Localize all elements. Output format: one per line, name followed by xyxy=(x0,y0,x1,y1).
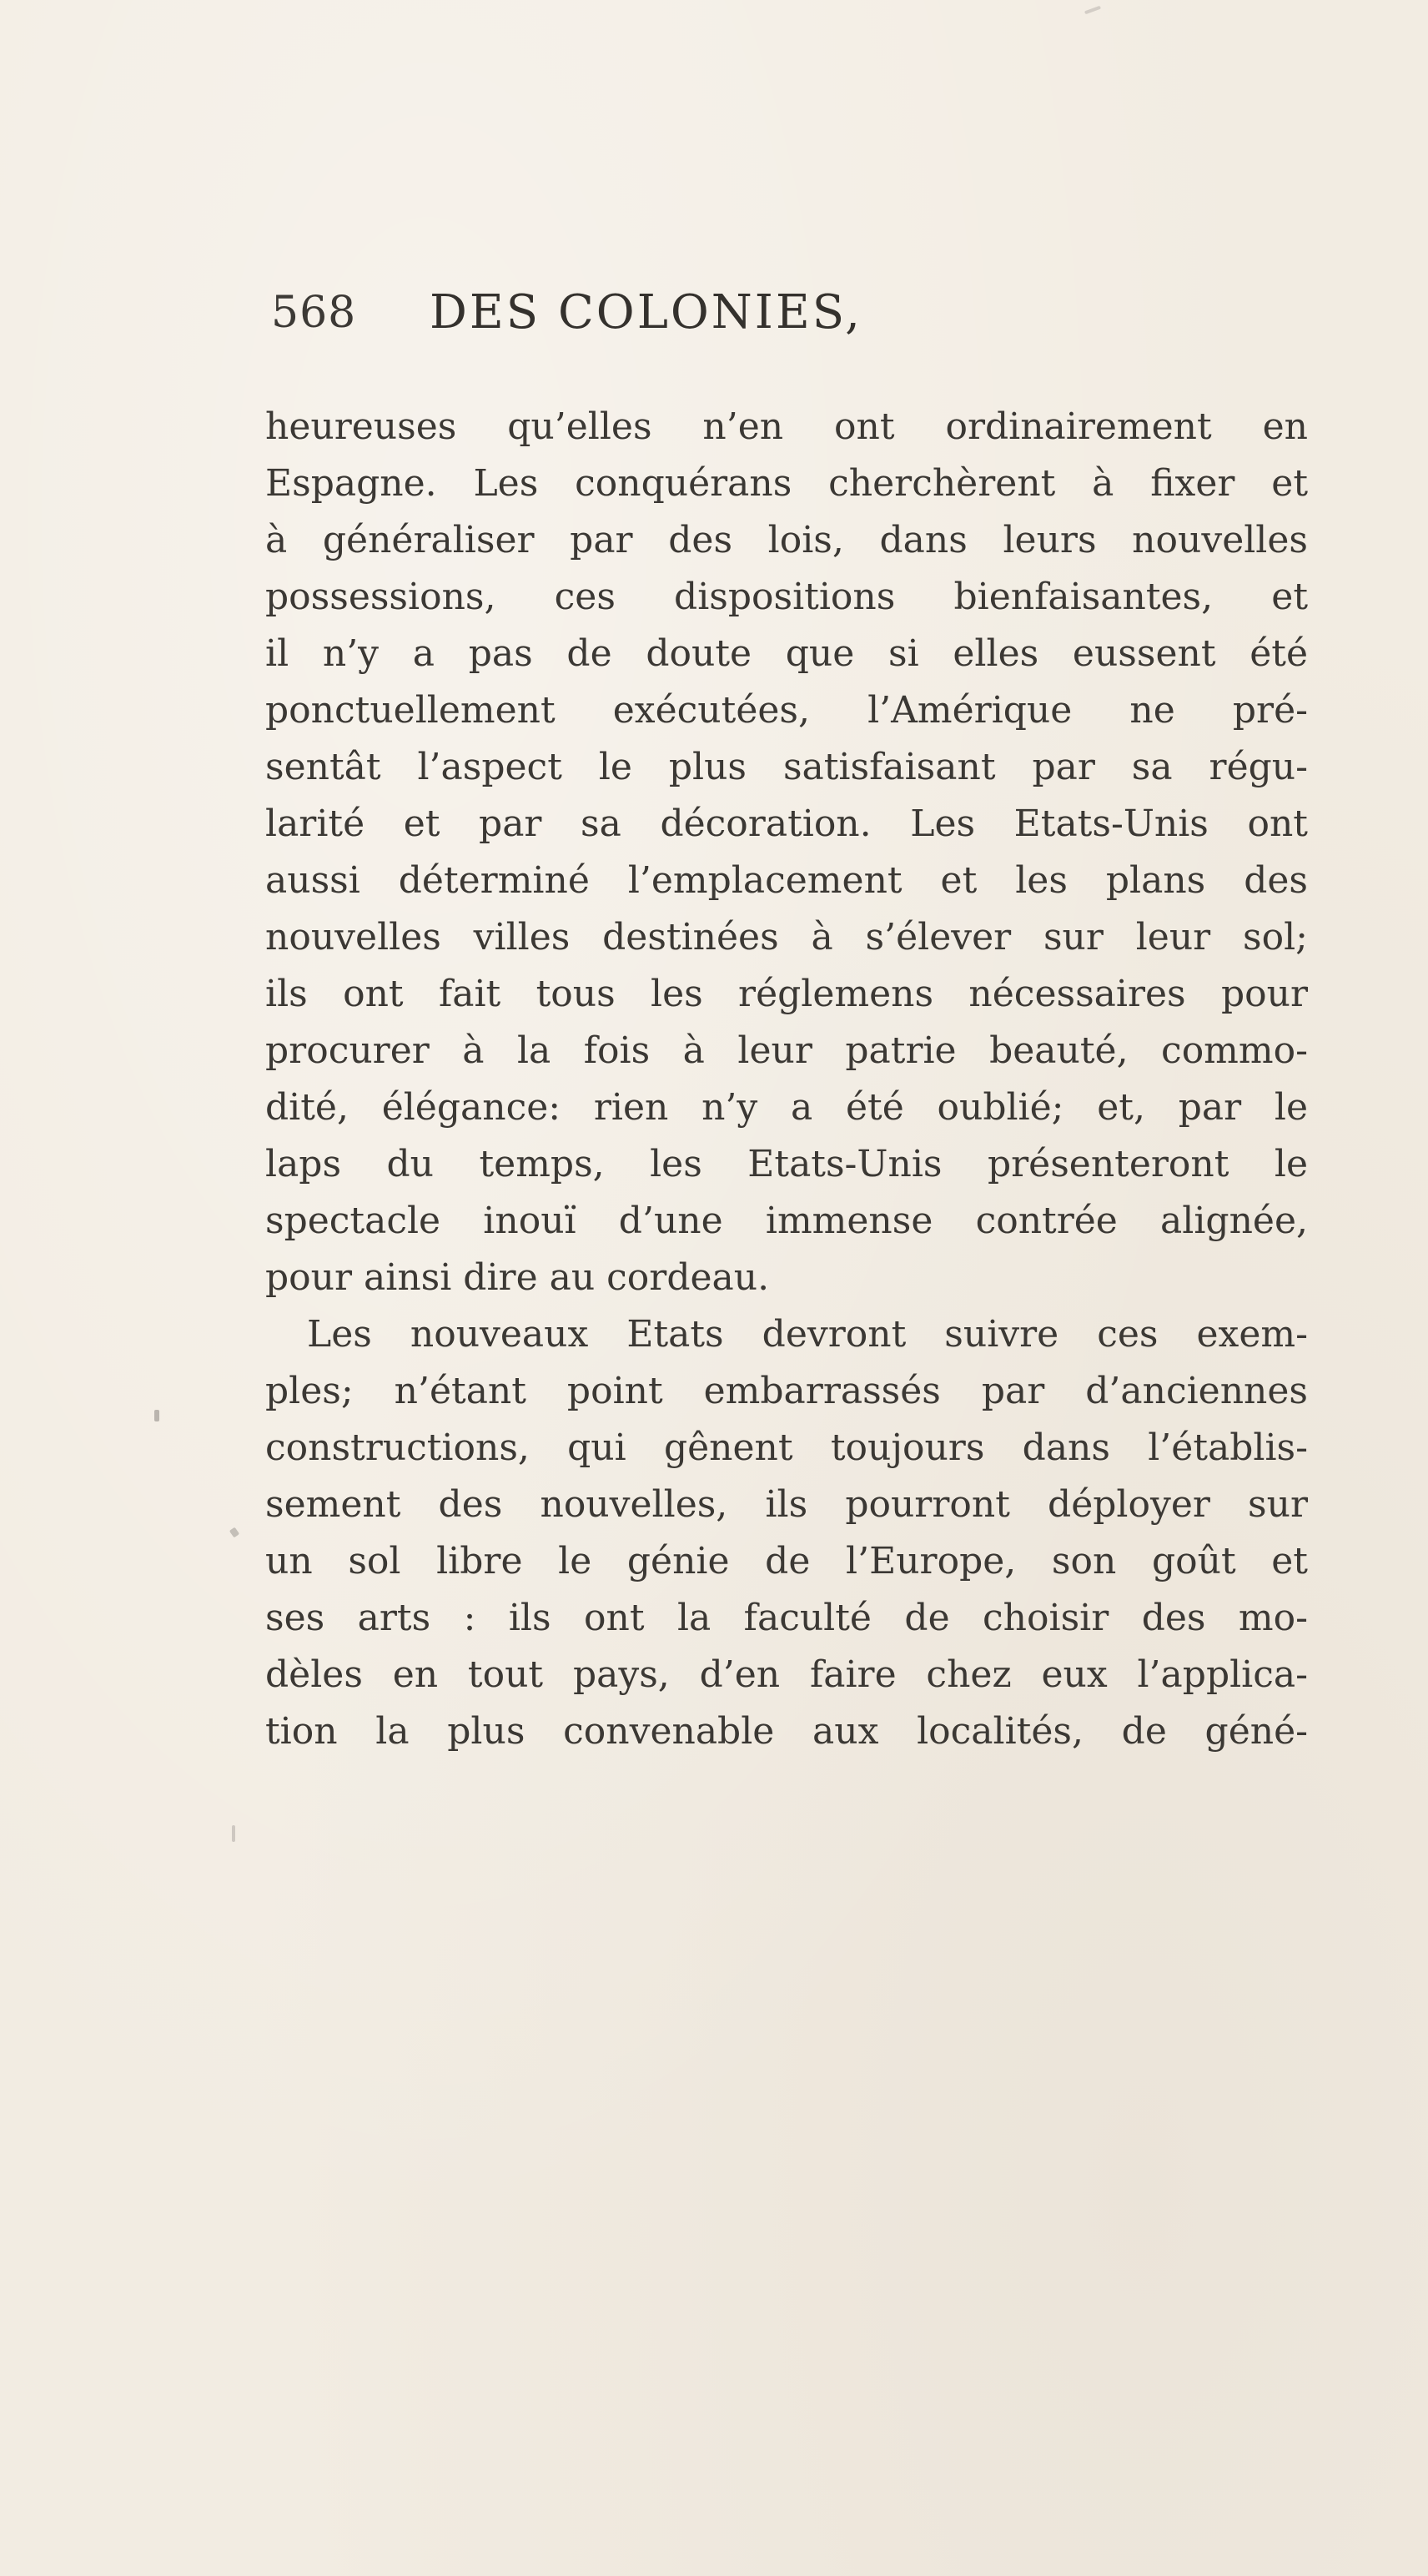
text-line: ils ont fait tous les réglemens nécessaires pour xyxy=(265,973,1308,1015)
paper-speck xyxy=(229,1527,239,1538)
text-line: il n’y a pas de doute que si elles eussent été xyxy=(265,632,1308,675)
text-line: tion la plus convenable aux localités, de géné- xyxy=(265,1710,1308,1753)
text-line: Espagne. Les conquérans cherchèrent à fixer et xyxy=(265,462,1308,505)
paragraph-end-line: pour ainsi dire au cordeau. xyxy=(265,1256,770,1299)
page-number: 568 xyxy=(271,288,357,338)
text-line: ponctuellement exécutées, l’Amérique ne pré- xyxy=(265,689,1308,732)
text-line: heureuses qu’elles n’en ont ordinairement en xyxy=(265,405,1308,448)
running-head xyxy=(271,279,1005,346)
paragraph-start-line: Les nouveaux Etats devront suivre ces exem- xyxy=(307,1313,1308,1356)
text-line: spectacle inouï d’une immense contrée alignée, xyxy=(265,1200,1308,1242)
text-line: procurer à la fois à leur patrie beauté, commo- xyxy=(265,1029,1308,1072)
text-line: nouvelles villes destinées à s’élever sur leur sol; xyxy=(265,916,1308,958)
text-line: sentât l’aspect le plus satisfaisant par sa régu- xyxy=(265,746,1308,788)
text-line: sement des nouvelles, ils pourront déployer sur xyxy=(265,1483,1308,1526)
text-line: dité, élégance: rien n’y a été oublié; et, par le xyxy=(265,1086,1308,1129)
text-line: constructions, qui gênent toujours dans l’établis- xyxy=(265,1426,1308,1469)
text-line: aussi déterminé l’emplacement et les plans des xyxy=(265,859,1308,902)
text-line: dèles en tout pays, d’en faire chez eux l’applica- xyxy=(265,1653,1308,1696)
text-line: à généraliser par des lois, dans leurs nouvelles xyxy=(265,519,1308,561)
text-line: un sol libre le génie de l’Europe, son goût et xyxy=(265,1540,1308,1582)
paper-speck xyxy=(154,1410,159,1421)
text-line: larité et par sa décoration. Les Etats-Unis ont xyxy=(265,802,1308,845)
body-text xyxy=(265,399,1308,1760)
paper-speck xyxy=(232,1825,235,1842)
text-line: ses arts : ils ont la faculté de choisir des mo- xyxy=(265,1597,1308,1639)
text-line: possessions, ces dispositions bienfaisantes, et xyxy=(265,576,1308,618)
text-line: laps du temps, les Etats-Unis présenteront le xyxy=(265,1143,1308,1185)
text-line: ples; n’étant point embarrassés par d’anciennes xyxy=(265,1370,1308,1412)
running-title: DES COLONIES, xyxy=(430,285,862,340)
paper-speck xyxy=(1084,6,1101,15)
